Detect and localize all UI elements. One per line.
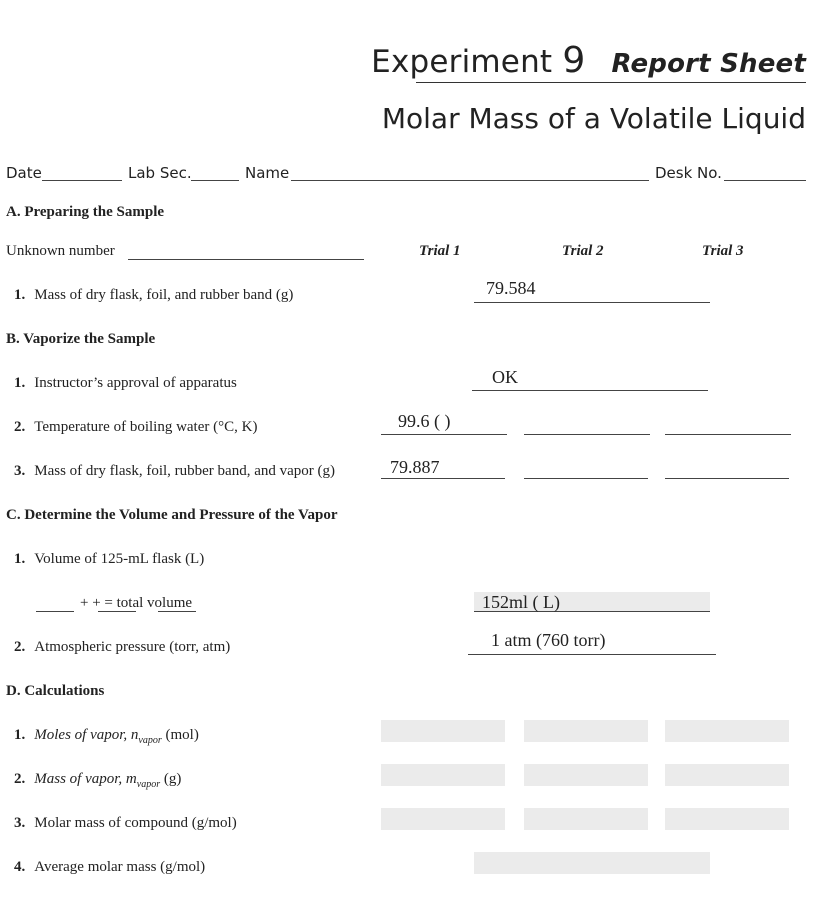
pressure-field[interactable] [468, 654, 716, 655]
section-d-heading: D. Calculations [6, 683, 105, 699]
item-label: Moles of vapor, n [34, 727, 139, 743]
unknown-number-label: Unknown number [6, 243, 115, 259]
item-label: Instructor’s approval of apparatus [34, 375, 237, 391]
item-number: 1. [14, 375, 26, 391]
item-label: Mass of vapor, m [34, 771, 137, 787]
name-label: Name [245, 164, 290, 182]
desk-no-label: Desk No. [655, 164, 722, 182]
item-c1 [14, 551, 204, 568]
unknown-number-field[interactable] [128, 259, 364, 260]
average-molar-mass-field[interactable] [474, 852, 710, 874]
section-c-heading: C. Determine the Volume and Pressure of the Vapor [6, 507, 338, 523]
item-c2 [14, 639, 230, 656]
item-number: 1. [14, 727, 26, 743]
item-d2 [14, 771, 181, 790]
temperature-field-trial-2[interactable] [524, 434, 650, 435]
item-label: Molar mass of compound (g/mol) [34, 815, 237, 831]
item-label: Temperature of boiling water (°C, K) [34, 419, 258, 435]
volume-term-1[interactable] [36, 611, 74, 612]
item-label: Average molar mass (g/mol) [34, 859, 206, 875]
vapor-mass-calc-trial-1[interactable] [381, 764, 505, 786]
item-number: 3. [14, 463, 26, 479]
section-b-heading: B. Vaporize the Sample [6, 331, 156, 347]
item-b2 [14, 419, 257, 436]
experiment-word: Experiment [371, 44, 553, 80]
page-title: Molar Mass of a Volatile Liquid [381, 102, 806, 135]
vapor-mass-field-trial-3[interactable] [665, 478, 789, 479]
experiment-heading [371, 40, 806, 81]
item-number: 1. [14, 551, 26, 567]
date-label: Date [6, 164, 42, 182]
name-field[interactable] [291, 180, 649, 181]
item-b1 [14, 375, 237, 392]
item-number: 2. [14, 419, 26, 435]
item-subscript: vapor [136, 779, 161, 790]
vapor-mass-value-trial-1: 79.887 [390, 457, 440, 477]
volume-value: 152ml ( L) [482, 592, 560, 612]
temperature-value-trial-1: 99.6 ( ) [398, 411, 451, 431]
item-number: 2. [14, 771, 26, 787]
vapor-mass-field-trial-1[interactable] [381, 478, 505, 479]
molar-mass-trial-1[interactable] [381, 808, 505, 830]
moles-field-trial-1[interactable] [381, 720, 505, 742]
item-label: Atmospheric pressure (torr, atm) [34, 639, 231, 655]
item-unit: (mol) [165, 727, 199, 743]
trial-3-header: Trial 3 [702, 243, 744, 259]
section-a-heading: A. Preparing the Sample [6, 204, 165, 220]
vapor-mass-calc-trial-2[interactable] [524, 764, 648, 786]
temperature-field-trial-3[interactable] [665, 434, 791, 435]
item-label: Mass of dry flask, foil, rubber band, and vapor (g) [34, 463, 336, 479]
volume-sum-line: + + = total volume [80, 595, 193, 611]
flask-mass-field[interactable] [474, 302, 710, 303]
moles-field-trial-2[interactable] [524, 720, 648, 742]
vapor-mass-field-trial-2[interactable] [524, 478, 648, 479]
item-b3 [14, 463, 335, 480]
approval-value: OK [492, 367, 518, 387]
desk-no-field[interactable] [724, 180, 806, 181]
report-sheet-label: Report Sheet [611, 49, 806, 79]
molar-mass-trial-3[interactable] [665, 808, 789, 830]
vapor-mass-calc-trial-3[interactable] [665, 764, 789, 786]
item-number: 2. [14, 639, 26, 655]
item-d1 [14, 727, 199, 746]
item-a1 [14, 287, 293, 304]
item-d3 [14, 815, 237, 832]
lab-sec-field[interactable] [191, 180, 239, 181]
molar-mass-trial-2[interactable] [524, 808, 648, 830]
header-rule [416, 82, 806, 83]
item-label: Mass of dry flask, foil, and rubber band (g) [34, 287, 294, 303]
item-number: 3. [14, 815, 26, 831]
item-label: Volume of 125-mL flask (L) [34, 551, 205, 567]
pressure-value: 1 atm (760 torr) [491, 630, 606, 650]
item-number: 1. [14, 287, 26, 303]
trial-1-header: Trial 1 [419, 243, 461, 259]
date-field[interactable] [42, 180, 122, 181]
moles-field-trial-3[interactable] [665, 720, 789, 742]
trial-2-header: Trial 2 [562, 243, 604, 259]
flask-mass-value: 79.584 [486, 278, 536, 298]
item-subscript: vapor [138, 735, 162, 746]
lab-sec-label: Lab Sec. [128, 164, 192, 182]
approval-field[interactable] [472, 390, 708, 391]
item-unit: (g) [163, 771, 182, 787]
temperature-field-trial-1[interactable] [381, 434, 507, 435]
item-number: 4. [14, 859, 26, 875]
item-d4 [14, 859, 205, 876]
experiment-number: 9 [562, 40, 586, 81]
